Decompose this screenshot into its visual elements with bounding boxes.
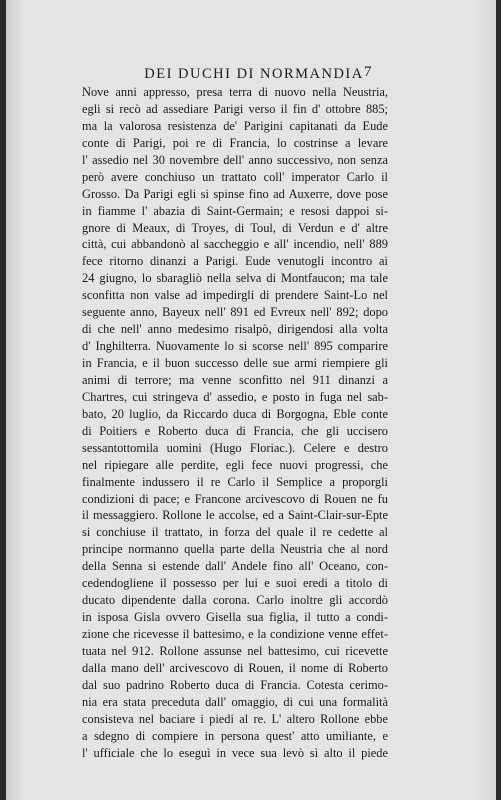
text-line: cedendogliene il possesso per lui e suoi eredi a titolo di (82, 576, 388, 591)
text-line: in fiamme l' abazia di Saint-Germain; e resosi dappoi si- (82, 203, 388, 218)
text-line: in Francia, e il buon successo delle sue armi riempiere gli (82, 356, 388, 370)
text-line: di che nell' anno medesimo risalpò, dirigendosi alla volta (82, 322, 388, 337)
text-line: tuata nel 912. Rollone assunse nel battesimo, cui ricevette (82, 643, 388, 658)
text-line: principe normanno quella parte della Neustria che al nord (82, 542, 388, 557)
text-line: in isposa Gisla ovvero Gisella sua figlia, il tutto a condi- (82, 610, 388, 625)
text-line: ma la valorosa resistenza de' Parigini capitanati da Eude (82, 118, 388, 133)
text-line: Chartres, cui stringeva d' assedio, e posto in fuga nel sab- (82, 389, 388, 404)
text-line: si conchiuse il trattato, in forza del quale il re cedette al (82, 525, 388, 540)
text-line: bato, 20 luglio, da Riccardo duca di Borgogna, Eble conte (82, 406, 388, 421)
text-line: fece ritorno dinanzi a Parigi. Eude venutogli incontro ai (82, 254, 388, 269)
text-line: città, cui abbandonò al saccheggio e all' incendio, nell' 889 (82, 237, 388, 252)
text-line: consisteva nel baciare i piedi al re. L' altero Rollone ebbe (82, 711, 388, 726)
text-line: conte di Parigi, poi re di Francia, lo costrinse a levare (82, 135, 388, 150)
text-line: sconfitta non valse ad impedirgli di prendere Saint-Lo nel (82, 288, 388, 303)
text-line: a sdegno di compiere in persona quest' atto umiliante, e (82, 728, 388, 743)
text-line: 24 giugno, lo sbaragliò nella selva di Montfaucon; ma tale (82, 271, 388, 286)
book-page (6, 0, 496, 800)
text-line: l' ufficiale che lo eseguì in vece sua levò sì alto il piede (82, 745, 388, 760)
page-number: 7 (364, 64, 372, 80)
text-line: l' assedio nel 30 novembre dell' anno successivo, non senza (82, 152, 388, 167)
text-line: dal suo padrino Roberto duca di Francia. Cotesta cerimo- (82, 677, 388, 692)
text-line: finalmente indussero il re Carlo il Semplice a proporgli (82, 474, 388, 489)
text-line: seguente anno, Bayeux nell' 891 ed Evreux nell' 892; dopo (82, 305, 388, 320)
text-line: il messaggiero. Rollone le accolse, ed a Saint-Clair-sur-Epte (82, 508, 388, 523)
text-line: nia era stata preceduta dall' omaggio, di cui una formalità (82, 694, 388, 709)
text-line: Nove anni appresso, presa terra di nuovo nella Neustria, (82, 85, 388, 99)
text-line: di Poitiers e Roberto duca di Francia, che gli uccisero (82, 423, 388, 438)
text-line: zione che ricevesse il battesimo, e la condizione venne effet- (82, 627, 388, 641)
text-line: nel ripiegare alle perdite, egli fece nuovi progressi, che (82, 457, 388, 472)
text-line: dalla mano dell' arcivescovo di Rouen, il nome di Roberto (82, 660, 388, 675)
text-line: animi di terrore; ma venne sconfitto nel 911 dinanzi a (82, 372, 388, 387)
text-line: egli si recò ad assediare Parigi verso il fin d' ottobre 885; (82, 101, 388, 116)
text-line: condizioni di pace; e Francone arcivescovo di Rouen ne fu (82, 491, 388, 506)
text-line: gnore di Meaux, di Troyes, di Toul, di Verdun e d' altre (82, 220, 388, 235)
text-line: sessantottomila uomini (Hugo Floriac.). Celere e destro (82, 440, 388, 455)
text-line: però avere conchiuso un trattato coll' imperator Carlo il (82, 169, 388, 184)
text-line: d' Inghilterra. Nuovamente lo si scorse nell' 895 comparire (82, 339, 388, 354)
body-text (82, 84, 388, 762)
text-line: Grosso. Da Parigi egli si spinse fino ad Auxerre, dove pose (82, 186, 388, 201)
text-line: della Senna si estende dall' Andele fino all' Oceano, con- (82, 559, 388, 574)
running-title: DEI DUCHI DI NORMANDIA (144, 66, 364, 82)
text-line: ducato dipendente dalla corona. Carlo inoltre gli accordò (82, 593, 388, 608)
